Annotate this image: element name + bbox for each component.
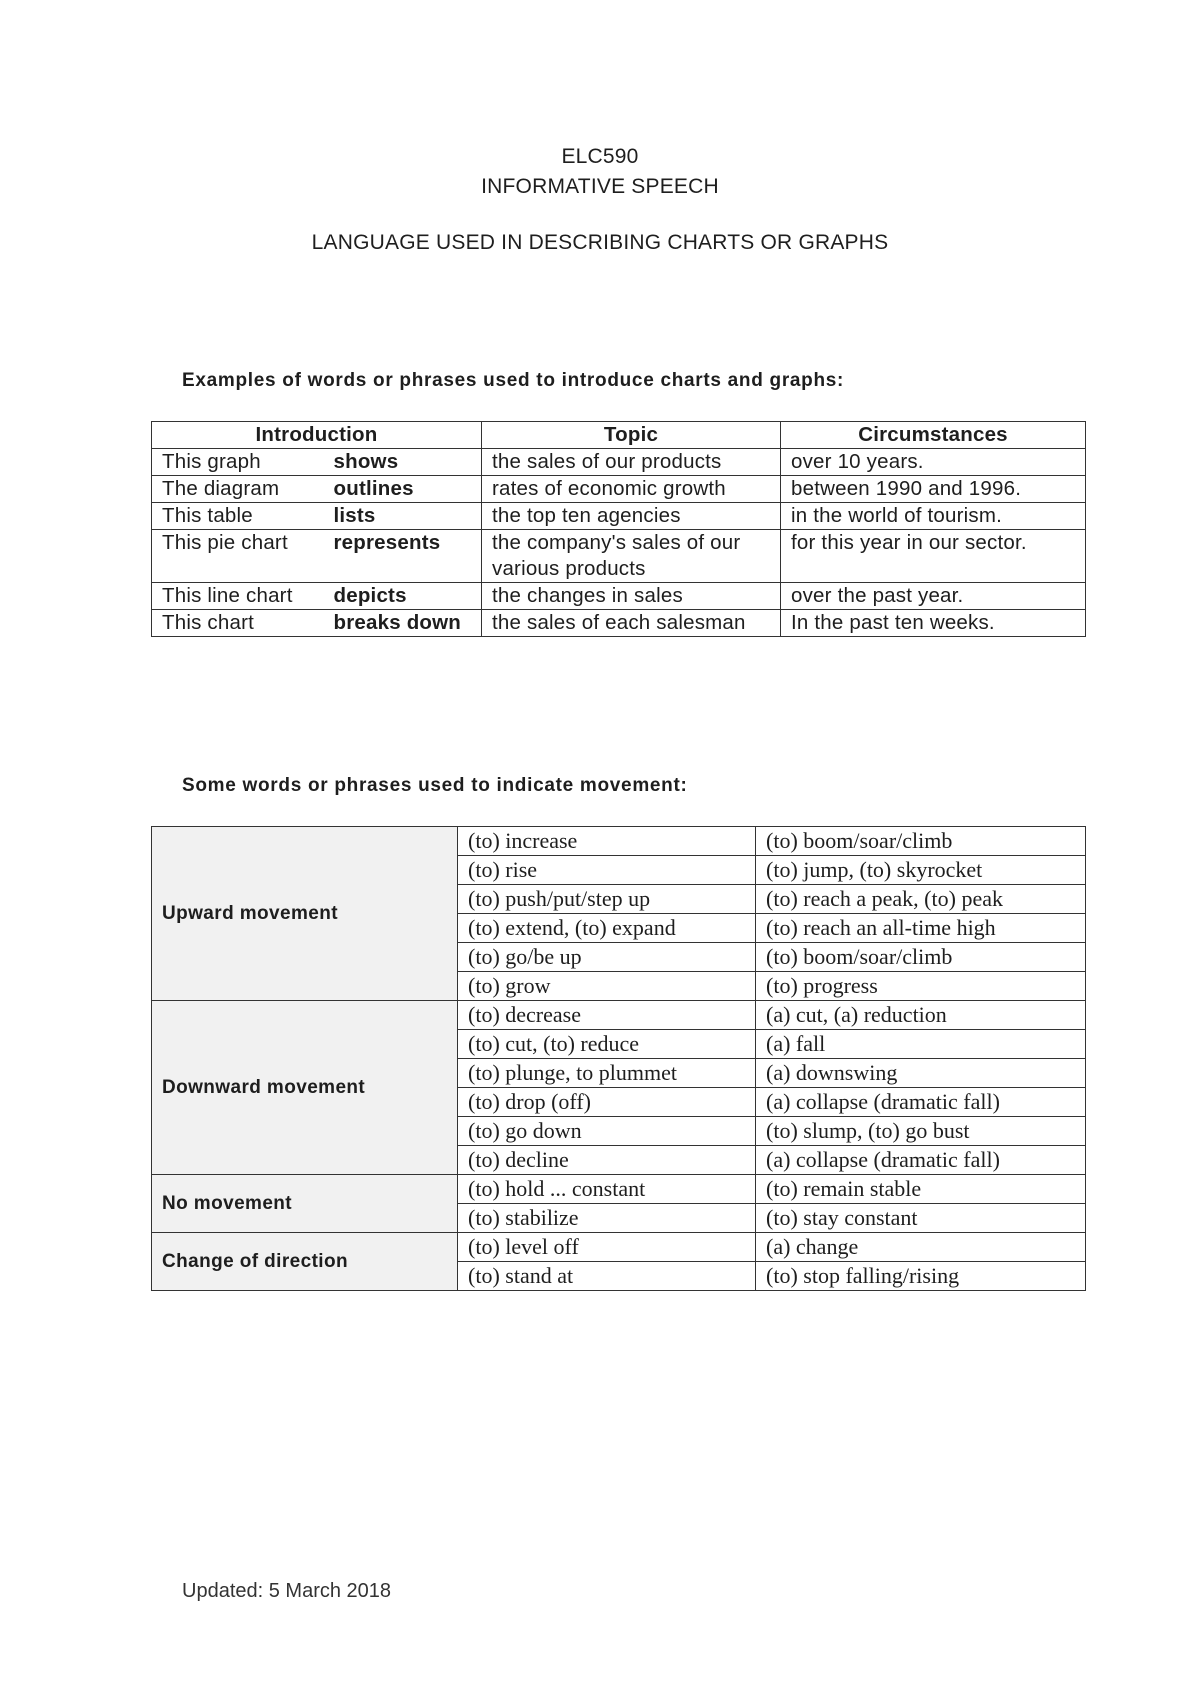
circumstance-cell: in the world of tourism. bbox=[781, 503, 1086, 530]
phrase-cell-right: (to) stop falling/rising bbox=[756, 1262, 1086, 1291]
phrase-cell-right: (to) reach a peak, (to) peak bbox=[756, 885, 1086, 914]
verb-cell: breaks down bbox=[324, 610, 482, 637]
subject-cell: The diagram bbox=[152, 476, 324, 503]
topic-cell: the top ten agencies bbox=[482, 503, 781, 530]
phrase-cell-left: (to) stand at bbox=[458, 1262, 756, 1291]
phrase-cell-right: (a) cut, (a) reduction bbox=[756, 1001, 1086, 1030]
table-row bbox=[152, 1001, 1086, 1030]
phrase-cell-left: (to) stabilize bbox=[458, 1204, 756, 1233]
intro-section-label: Examples of words or phrases used to introduce charts and graphs: bbox=[182, 370, 845, 391]
table-row bbox=[152, 530, 1086, 583]
phrase-cell-left: (to) drop (off) bbox=[458, 1088, 756, 1117]
phrase-cell-left: (to) grow bbox=[458, 972, 756, 1001]
phrase-cell-left: (to) increase bbox=[458, 827, 756, 856]
phrase-cell-left: (to) extend, (to) expand bbox=[458, 914, 756, 943]
table-row bbox=[152, 476, 1086, 503]
phrase-cell-left: (to) hold ... constant bbox=[458, 1175, 756, 1204]
phrase-cell-left: (to) level off bbox=[458, 1233, 756, 1262]
phrase-cell-left: (to) rise bbox=[458, 856, 756, 885]
phrase-cell-right: (to) slump, (to) go bust bbox=[756, 1117, 1086, 1146]
subject-cell: This graph bbox=[152, 449, 324, 476]
phrase-cell-left: (to) go down bbox=[458, 1117, 756, 1146]
subject-cell: This line chart bbox=[152, 583, 324, 610]
course-code: ELC590 bbox=[561, 145, 639, 168]
phrase-cell-right: (a) change bbox=[756, 1233, 1086, 1262]
verb-cell: depicts bbox=[324, 583, 482, 610]
intro-phrases-table bbox=[151, 421, 1086, 637]
header-topic: Topic bbox=[482, 422, 781, 449]
topic-cell: the sales of our products bbox=[482, 449, 781, 476]
updated-date: Updated: 5 March 2018 bbox=[182, 1580, 392, 1602]
topic-cell: the changes in sales bbox=[482, 583, 781, 610]
table-row bbox=[152, 1233, 1086, 1262]
table-row bbox=[152, 610, 1086, 637]
topic-cell: the sales of each salesman bbox=[482, 610, 781, 637]
phrase-cell-right: (to) jump, (to) skyrocket bbox=[756, 856, 1086, 885]
verb-cell: shows bbox=[324, 449, 482, 476]
phrase-cell-right: (a) collapse (dramatic fall) bbox=[756, 1146, 1086, 1175]
verb-cell: represents bbox=[324, 530, 482, 583]
verb-cell: outlines bbox=[324, 476, 482, 503]
phrase-cell-right: (a) fall bbox=[756, 1030, 1086, 1059]
phrase-cell-right: (a) downswing bbox=[756, 1059, 1086, 1088]
movement-category-cell: Change of direction bbox=[152, 1233, 458, 1291]
phrase-cell-right: (to) reach an all-time high bbox=[756, 914, 1086, 943]
movement-section-label: Some words or phrases used to indicate movement: bbox=[182, 775, 688, 796]
circumstance-cell: for this year in our sector. bbox=[781, 530, 1086, 583]
circumstance-cell: In the past ten weeks. bbox=[781, 610, 1086, 637]
movement-phrases-table bbox=[151, 826, 1086, 1291]
circumstance-cell: between 1990 and 1996. bbox=[781, 476, 1086, 503]
movement-category-cell: No movement bbox=[152, 1175, 458, 1233]
topic-cell: rates of economic growth bbox=[482, 476, 781, 503]
phrase-cell-right: (to) boom/soar/climb bbox=[756, 943, 1086, 972]
phrase-cell-left: (to) decrease bbox=[458, 1001, 756, 1030]
document-title: LANGUAGE USED IN DESCRIBING CHARTS OR GRAPHS bbox=[311, 231, 889, 254]
movement-category-cell: Upward movement bbox=[152, 827, 458, 1001]
subject-cell: This chart bbox=[152, 610, 324, 637]
movement-category-cell: Downward movement bbox=[152, 1001, 458, 1175]
phrase-cell-right: (to) progress bbox=[756, 972, 1086, 1001]
document-subtitle: INFORMATIVE SPEECH bbox=[481, 175, 719, 198]
phrase-cell-right: (to) boom/soar/climb bbox=[756, 827, 1086, 856]
phrase-cell-left: (to) decline bbox=[458, 1146, 756, 1175]
topic-cell: the company's sales of our various products bbox=[482, 530, 781, 583]
subject-cell: This table bbox=[152, 503, 324, 530]
table-row bbox=[152, 583, 1086, 610]
phrase-cell-right: (to) remain stable bbox=[756, 1175, 1086, 1204]
table-row bbox=[152, 449, 1086, 476]
circumstance-cell: over 10 years. bbox=[781, 449, 1086, 476]
table-row bbox=[152, 1175, 1086, 1204]
subject-cell: This pie chart bbox=[152, 530, 324, 583]
phrase-cell-left: (to) cut, (to) reduce bbox=[458, 1030, 756, 1059]
circumstance-cell: over the past year. bbox=[781, 583, 1086, 610]
phrase-cell-left: (to) push/put/step up bbox=[458, 885, 756, 914]
table-row bbox=[152, 827, 1086, 856]
phrase-cell-left: (to) plunge, to plummet bbox=[458, 1059, 756, 1088]
verb-cell: lists bbox=[324, 503, 482, 530]
table-row bbox=[152, 503, 1086, 530]
table-header-row bbox=[152, 422, 1086, 449]
phrase-cell-right: (to) stay constant bbox=[756, 1204, 1086, 1233]
header-circumstances: Circumstances bbox=[781, 422, 1086, 449]
phrase-cell-left: (to) go/be up bbox=[458, 943, 756, 972]
header-introduction: Introduction bbox=[152, 422, 482, 449]
phrase-cell-right: (a) collapse (dramatic fall) bbox=[756, 1088, 1086, 1117]
